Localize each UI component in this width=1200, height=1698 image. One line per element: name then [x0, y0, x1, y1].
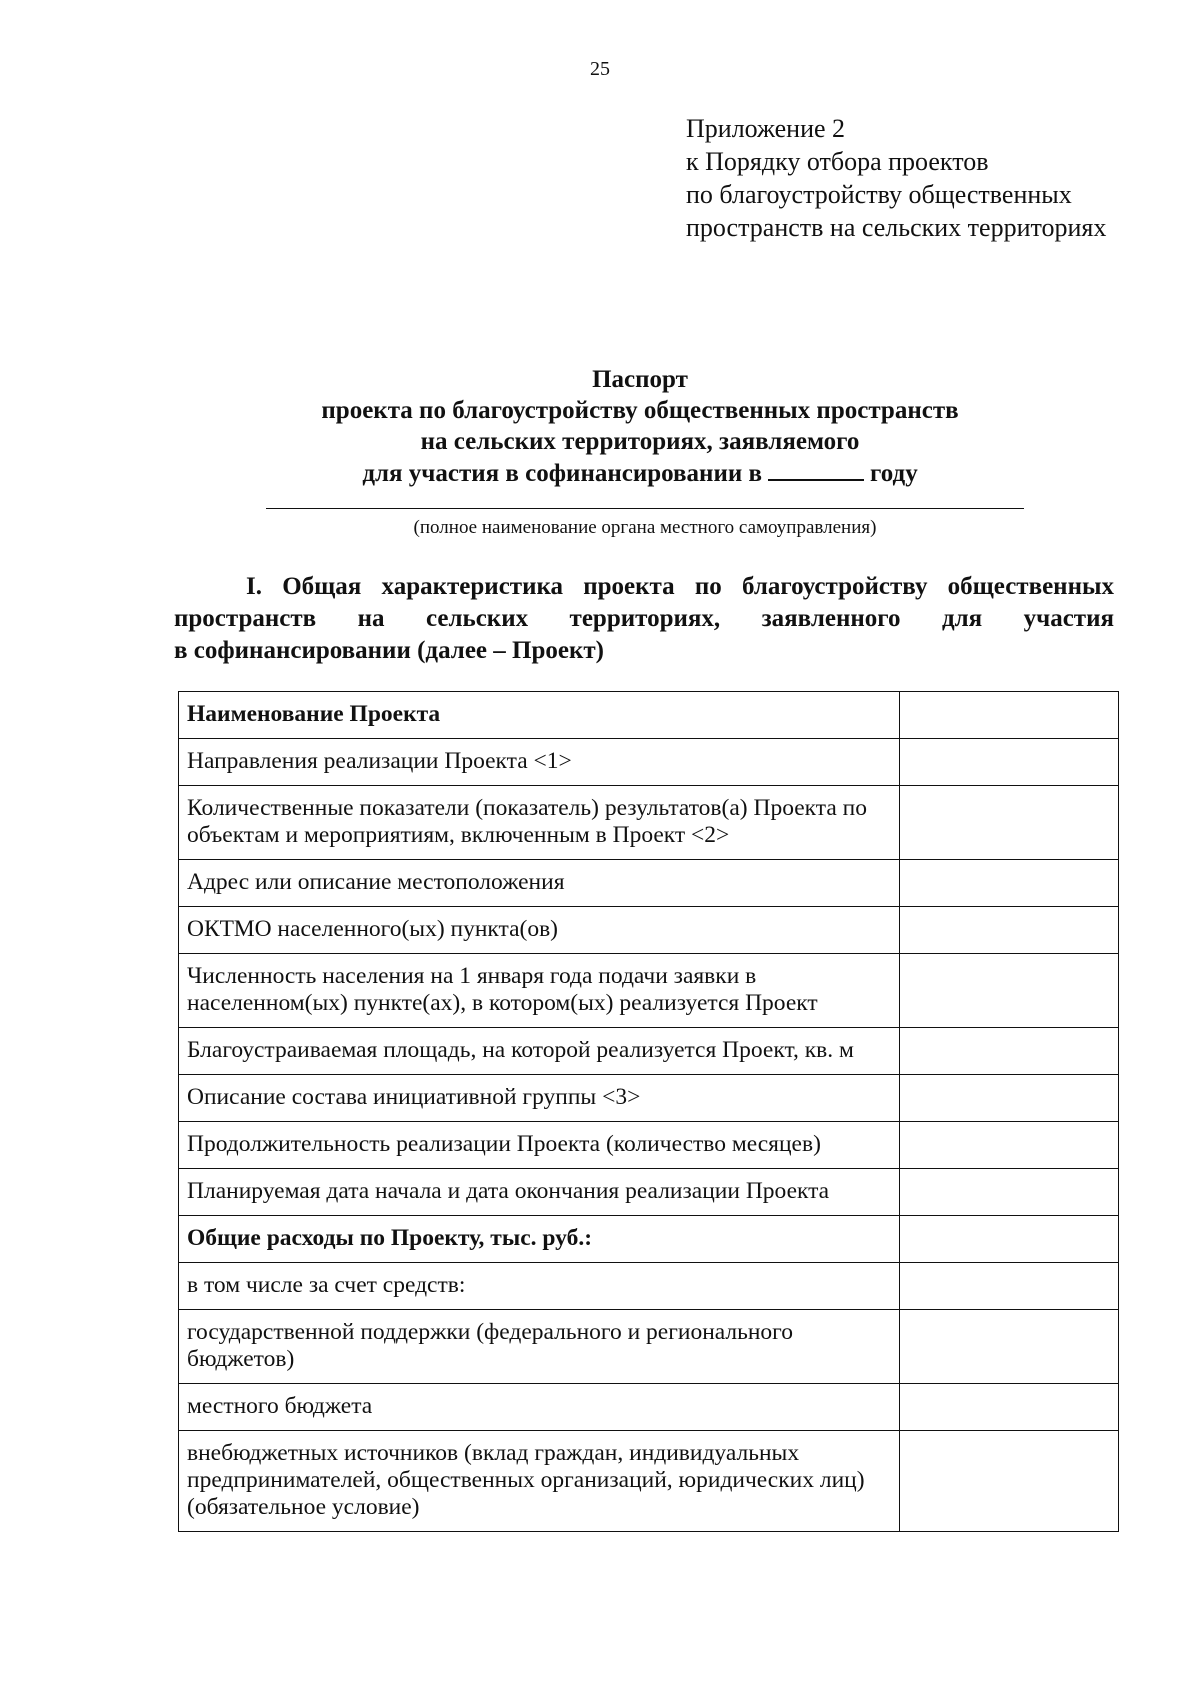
document-title	[200, 364, 1080, 489]
section-heading-line: пространств на сельских территориях, заявленного для участия	[174, 605, 1114, 632]
row-label: Общие расходы по Проекту, тыс. руб.:	[179, 1216, 900, 1263]
row-label: Численность населения на 1 января года подачи заявки в населенном(ых) пункте(ах), в котором(ых) реализуется Проект	[179, 954, 900, 1028]
row-value-cell[interactable]	[900, 1310, 1119, 1384]
row-label: в том числе за счет средств:	[179, 1263, 900, 1310]
page-number: 25	[590, 58, 610, 80]
title-year-suffix: году	[870, 460, 918, 487]
table-row	[179, 739, 1119, 786]
row-value-cell[interactable]	[900, 692, 1119, 739]
row-label: государственной поддержки (федерального и регионального бюджетов)	[179, 1310, 900, 1384]
row-label: Наименование Проекта	[179, 692, 900, 739]
row-label: ОКТМО населенного(ых) пункта(ов)	[179, 907, 900, 954]
row-label: Направления реализации Проекта <1>	[179, 739, 900, 786]
row-value-cell[interactable]	[900, 860, 1119, 907]
row-value-cell[interactable]	[900, 786, 1119, 860]
table-row	[179, 786, 1119, 860]
table-row	[179, 954, 1119, 1028]
table-row	[179, 1028, 1119, 1075]
row-value-cell[interactable]	[900, 1263, 1119, 1310]
row-value-cell[interactable]	[900, 1216, 1119, 1263]
appendix-line: пространств на сельских территориях	[686, 213, 1107, 242]
org-name-blank-line[interactable]	[266, 508, 1024, 509]
row-value-cell[interactable]	[900, 1431, 1119, 1532]
appendix-line: Приложение 2	[686, 114, 846, 143]
table-row	[179, 907, 1119, 954]
table-row	[179, 1075, 1119, 1122]
row-label: Адрес или описание местоположения	[179, 860, 900, 907]
table-row	[179, 1216, 1119, 1263]
row-value-cell[interactable]	[900, 954, 1119, 1028]
row-label: Благоустраиваемая площадь, на которой реализуется Проект, кв. м	[179, 1028, 900, 1075]
row-value-cell[interactable]	[900, 739, 1119, 786]
row-value-cell[interactable]	[900, 1075, 1119, 1122]
title-line-year	[200, 457, 1080, 489]
appendix-line: по благоустройству общественных	[686, 180, 1072, 209]
table-row	[179, 1122, 1119, 1169]
table-row	[179, 860, 1119, 907]
title-line: Паспорт	[592, 366, 688, 393]
appendix-line: к Порядку отбора проектов	[686, 147, 989, 176]
row-label: Описание состава инициативной группы <3>	[179, 1075, 900, 1122]
section-heading-line: в софинансировании (далее – Проект)	[174, 637, 604, 664]
appendix-note	[686, 112, 1166, 244]
table-row	[179, 1431, 1119, 1532]
title-year-prefix: для участия в софинансировании в	[362, 460, 763, 487]
row-value-cell[interactable]	[900, 1169, 1119, 1216]
section-heading-line: I. Общая характеристика проекта по благоустройству общественных	[246, 573, 1114, 600]
row-label: внебюджетных источников (вклад граждан, индивидуальных предпринимателей, общественных организаций, юридических лиц) (обязательное условие)	[179, 1431, 900, 1532]
row-value-cell[interactable]	[900, 907, 1119, 954]
year-blank-field[interactable]	[768, 457, 864, 481]
row-label: местного бюджета	[179, 1384, 900, 1431]
row-value-cell[interactable]	[900, 1122, 1119, 1169]
table-row	[179, 1384, 1119, 1431]
row-label: Количественные показатели (показатель) результатов(а) Проекта по объектам и мероприятиям, включенным в Проект <2>	[179, 786, 900, 860]
table-row	[179, 692, 1119, 739]
project-passport-table	[178, 691, 1119, 1532]
row-label: Планируемая дата начала и дата окончания реализации Проекта	[179, 1169, 900, 1216]
title-line: проекта по благоустройству общественных пространств	[321, 397, 959, 424]
org-name-caption: (полное наименование органа местного самоуправления)	[413, 517, 877, 538]
title-line: на сельских территориях, заявляемого	[420, 428, 860, 455]
row-value-cell[interactable]	[900, 1028, 1119, 1075]
row-label: Продолжительность реализации Проекта (количество месяцев)	[179, 1122, 900, 1169]
table-row	[179, 1263, 1119, 1310]
section-heading	[174, 571, 1114, 667]
table-row	[179, 1169, 1119, 1216]
row-value-cell[interactable]	[900, 1384, 1119, 1431]
table-row	[179, 1310, 1119, 1384]
